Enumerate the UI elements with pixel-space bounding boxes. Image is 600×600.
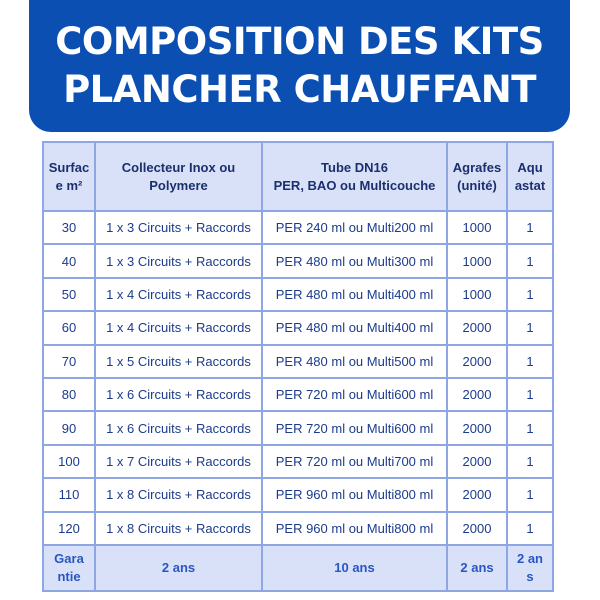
header-surface: Surface m² — [43, 142, 95, 211]
cell-surface: 80 — [43, 378, 95, 411]
table-row — [43, 512, 553, 545]
cell-agrafes: 2000 — [447, 445, 507, 478]
cell-collecteur: 1 x 6 Circuits + Raccords — [95, 411, 262, 444]
cell-agrafes: 2000 — [447, 478, 507, 511]
table-row — [43, 278, 553, 311]
cell-surface: 30 — [43, 211, 95, 244]
header-tube — [262, 142, 447, 211]
cell-tube: PER 960 ml ou Multi800 ml — [262, 512, 447, 545]
cell-agrafes: 2000 — [447, 411, 507, 444]
table-row — [43, 311, 553, 344]
header-tube-line-1: Tube DN16 — [321, 159, 388, 175]
table-row — [43, 345, 553, 378]
cell-tube: PER 480 ml ou Multi500 ml — [262, 345, 447, 378]
cell-collecteur: 1 x 4 Circuits + Raccords — [95, 278, 262, 311]
cell-agrafes: 2000 — [447, 345, 507, 378]
table-row — [43, 211, 553, 244]
cell-tube: PER 960 ml ou Multi800 ml — [262, 478, 447, 511]
cell-tube: PER 480 ml ou Multi300 ml — [262, 244, 447, 277]
cell-surface: 90 — [43, 411, 95, 444]
cell-aquastat: 1 — [507, 445, 553, 478]
cell-agrafes: 1000 — [447, 278, 507, 311]
cell-collecteur: 1 x 7 Circuits + Raccords — [95, 445, 262, 478]
cell-tube: PER 240 ml ou Multi200 ml — [262, 211, 447, 244]
cell-aquastat: 1 — [507, 244, 553, 277]
cell-collecteur: 1 x 6 Circuits + Raccords — [95, 378, 262, 411]
cell-surface: 40 — [43, 244, 95, 277]
header-collecteur: Collecteur Inox ou Polymere — [95, 142, 262, 211]
table-header-row — [43, 142, 553, 211]
garantie-agrafes: 2 ans — [447, 545, 507, 591]
cell-surface: 70 — [43, 345, 95, 378]
header-aquastat: Aquastat — [507, 142, 553, 211]
kits-table — [42, 141, 554, 592]
table-row — [43, 244, 553, 277]
table-row — [43, 411, 553, 444]
cell-tube: PER 720 ml ou Multi600 ml — [262, 378, 447, 411]
title-line-1: COMPOSITION DES KITS — [55, 20, 544, 63]
cell-tube: PER 720 ml ou Multi600 ml — [262, 411, 447, 444]
cell-collecteur: 1 x 4 Circuits + Raccords — [95, 311, 262, 344]
cell-agrafes: 2000 — [447, 311, 507, 344]
cell-surface: 50 — [43, 278, 95, 311]
cell-collecteur: 1 x 3 Circuits + Raccords — [95, 211, 262, 244]
cell-collecteur: 1 x 3 Circuits + Raccords — [95, 244, 262, 277]
cell-aquastat: 1 — [507, 512, 553, 545]
header-agrafes: Agrafes (unité) — [447, 142, 507, 211]
cell-agrafes: 1000 — [447, 211, 507, 244]
cell-agrafes: 1000 — [447, 244, 507, 277]
cell-tube: PER 480 ml ou Multi400 ml — [262, 311, 447, 344]
cell-aquastat: 1 — [507, 311, 553, 344]
table-row — [43, 445, 553, 478]
garantie-row — [43, 545, 553, 591]
table-row — [43, 378, 553, 411]
cell-agrafes: 2000 — [447, 378, 507, 411]
cell-surface: 100 — [43, 445, 95, 478]
cell-aquastat: 1 — [507, 411, 553, 444]
cell-aquastat: 1 — [507, 345, 553, 378]
cell-collecteur: 1 x 5 Circuits + Raccords — [95, 345, 262, 378]
cell-aquastat: 1 — [507, 478, 553, 511]
table-row — [43, 478, 553, 511]
garantie-label: Garantie — [43, 545, 95, 591]
garantie-collecteur: 2 ans — [95, 545, 262, 591]
cell-aquastat: 1 — [507, 211, 553, 244]
cell-aquastat: 1 — [507, 378, 553, 411]
cell-surface: 60 — [43, 311, 95, 344]
header-tube-line-2: PER, BAO ou Multicouche — [273, 177, 436, 193]
cell-tube: PER 720 ml ou Multi700 ml — [262, 445, 447, 478]
garantie-aquastat: 2 ans — [507, 545, 553, 591]
cell-tube: PER 480 ml ou Multi400 ml — [262, 278, 447, 311]
cell-aquastat: 1 — [507, 278, 553, 311]
garantie-tube: 10 ans — [262, 545, 447, 591]
cell-collecteur: 1 x 8 Circuits + Raccords — [95, 512, 262, 545]
cell-surface: 110 — [43, 478, 95, 511]
title-line-2: PLANCHER CHAUFFANT — [63, 68, 536, 111]
cell-surface: 120 — [43, 512, 95, 545]
cell-collecteur: 1 x 8 Circuits + Raccords — [95, 478, 262, 511]
title-banner — [29, 0, 570, 132]
cell-agrafes: 2000 — [447, 512, 507, 545]
